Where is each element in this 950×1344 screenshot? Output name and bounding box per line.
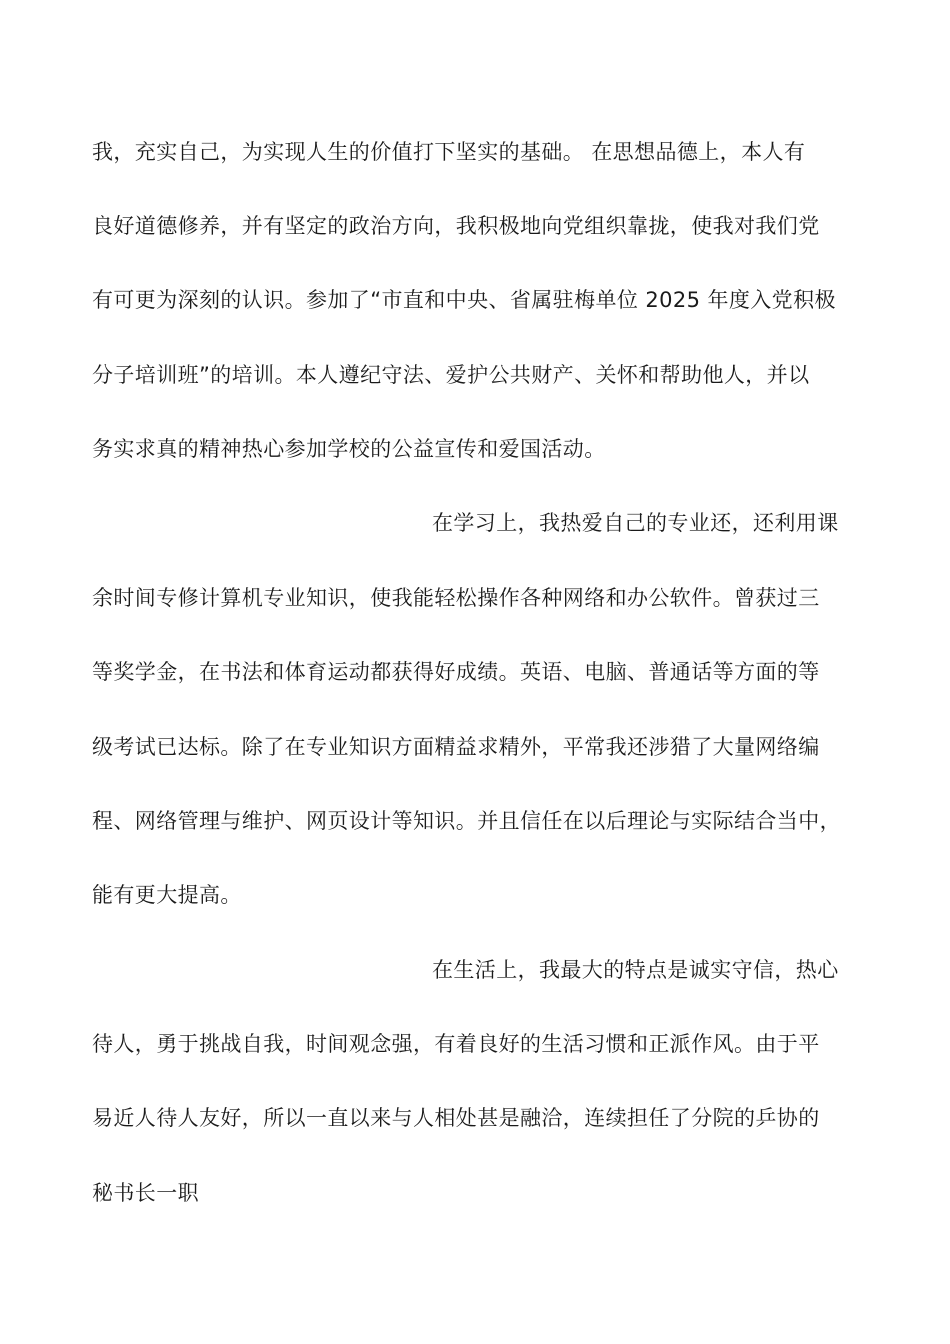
text-line: 余时间专修计算机专业知识，使我能轻松操作各种网络和办公软件。曾获过三 [92,586,820,610]
text-line: 能有更大提高。 [92,883,242,907]
text-line: 分子培训班”的培训。本人遵纪守法、爱护公共财产、关怀和帮助他人，并以 [92,363,810,387]
text-line: 我，充实自己，为实现人生的价值打下坚实的基础。 在思想品德上，本人有 [92,140,806,164]
text-line: 有可更为深刻的认识。参加了“市直和中央、省属驻梅单位 2025 年度入党积极 [92,288,836,312]
text-line: 在生活上，我最大的特点是诚实守信，热心 [432,958,839,982]
text-line: 级考试已达标。除了在专业知识方面精益求精外，平常我还涉猎了大量网络编 [92,735,820,759]
text-line: 等奖学金，在书法和体育运动都获得好成绩。英语、电脑、普通话等方面的等 [92,660,820,684]
text-line: 良好道德修养，并有坚定的政治方向，我积极地向党组织靠拢，使我对我们党 [92,214,820,238]
text-line: 易近人待人友好，所以一直以来与人相处甚是融洽，连续担任了分院的乒协的 [92,1106,820,1130]
text-line: 秘书长一职 [92,1181,199,1205]
text-line: 待人，勇于挑战自我，时间观念强，有着良好的生活习惯和正派作风。由于平 [92,1032,820,1056]
text-line: 务实求真的精神热心参加学校的公益宣传和爱国活动。 [92,437,606,461]
text-line: 程、网络管理与维护、网页设计等知识。并且信任在以后理论与实际结合当中， [92,809,841,833]
text-line: 在学习上，我热爱自己的专业还，还利用课 [432,511,839,535]
